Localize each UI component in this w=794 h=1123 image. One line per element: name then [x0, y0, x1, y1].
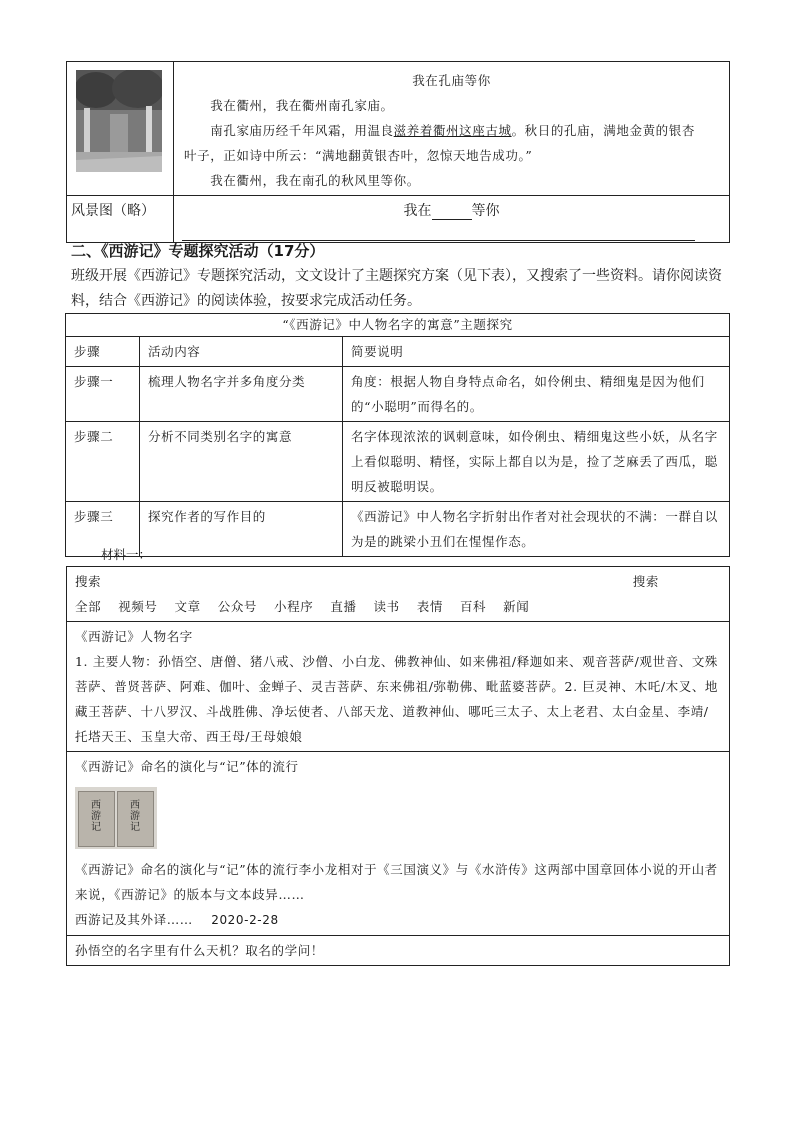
result-2-meta [75, 907, 721, 933]
row3-content: 探究作者的写作目的 [140, 502, 343, 557]
result-3[interactable] [67, 936, 730, 966]
research-table-title: “《西游记》中人物名字的寓意”主题探究 [66, 314, 730, 337]
poem-table [66, 61, 730, 243]
row1-note: 角度：根据人物自身特点命名，如伶俐虫、精细鬼是因为他们的“小聪明”而得名的。 [343, 367, 730, 422]
poem-title: 我在孔庙等你 [412, 73, 491, 88]
result-2-title[interactable]: 《西游记》命名的演化与“记”体的流行 [75, 759, 299, 774]
table-row [66, 367, 730, 422]
search-button[interactable]: 搜索 [632, 574, 659, 589]
poem-line-4: 我在衢州，我在南孔的秋风里等你。 [210, 173, 420, 188]
write-cell [174, 196, 730, 243]
section-heading: 二、《西游记》专题探究活动（17分） [71, 242, 325, 260]
tab-reading[interactable]: 读书 [373, 599, 400, 614]
tab-news[interactable]: 新闻 [503, 599, 530, 614]
answer-blank[interactable] [432, 205, 472, 220]
search-label: 搜索 [75, 574, 102, 589]
search-header-cell [67, 567, 730, 622]
header-note: 简要说明 [343, 337, 730, 367]
row1-step: 步骤一 [66, 367, 140, 422]
material-label: 材料一： [101, 547, 152, 562]
row2-content: 分析不同类别名字的寓意 [140, 422, 343, 502]
tab-encyclopedia[interactable]: 百科 [459, 599, 487, 614]
tab-video[interactable]: 视频号 [118, 599, 158, 614]
search-tabs [75, 594, 721, 619]
result-2[interactable] [67, 752, 730, 936]
header-content: 活动内容 [140, 337, 343, 367]
write-prompt [182, 200, 721, 220]
tab-mini-program[interactable]: 小程序 [274, 599, 314, 614]
result-2-date: 2020-2-28 [211, 913, 279, 927]
temple-photo-cell [67, 62, 174, 196]
book-cover-right [117, 791, 154, 847]
tab-live[interactable]: 直播 [330, 599, 357, 614]
poem-line-2-underlined: 滋养着衢州这座古城 [393, 123, 512, 138]
row2-note: 名字体现浓浓的讽刺意味，如伶俐虫、精细鬼这些小妖，从名字上看似聪明、精怪，实际上都自以为是，捡了芝麻丢了西瓜，聪明反被聪明误。 [343, 422, 730, 502]
temple-photo [76, 70, 162, 172]
result-1-title[interactable]: 《西游记》人物名字 [75, 629, 193, 644]
result-3-title[interactable]: 孙悟空的名字里有什么天机？取名的学问！ [75, 943, 324, 958]
book-cover-left [78, 791, 115, 847]
result-2-body: 《西游记》命名的演化与“记”体的流行李小龙相对于《三国演义》与《水浒传》这两部中国章回体小说的开山者来说，《西游记》的版本与文本歧异…… [75, 862, 718, 902]
poem-line-2b: 。秋日的孔庙，满地金黄的银杏 [511, 123, 695, 138]
result-1-body: 1. 主要人物：孙悟空、唐僧、猪八戒、沙僧、小白龙、佛教神仙、如来佛祖/释迦如来、观音菩萨/观世音、文殊菩萨、普贤菩萨、阿难、伽叶、金蝉子、灵吉菩萨、东来佛祖/弥勒佛、毗蓝婆菩萨。2. 巨灵神、木吒/木叉、地藏王菩萨、十八罗汉、斗战胜佛、净坛使者、八部天龙、道教神仙、哪吒三太子、太上老君、太白金星、李靖/托塔天王、玉皇大帝、西王母/王母娘娘 [75, 654, 719, 744]
write-prefix: 我在 [403, 203, 432, 219]
book-title-right: 西游记 [130, 800, 141, 833]
temple-photo-image [76, 70, 162, 172]
row1-content: 梳理人物名字并多角度分类 [140, 367, 343, 422]
row3-note: 《西游记》中人物名字折射出作者对社会现状的不满：一群自以为是的跳梁小丑们在惺惺作态。 [343, 502, 730, 557]
section-intro: 班级开展《西游记》专题探究活动，文文设计了主题探究方案（见下表），又搜索了一些资料。请你阅读资料，结合《西游记》的阅读体验，按要求完成活动任务。 [71, 268, 722, 309]
scene-label: 风景图（略） [67, 196, 174, 243]
tab-official-account[interactable]: 公众号 [217, 599, 258, 614]
result-2-source: 西游记及其外译…… [75, 912, 193, 927]
poem-line-1: 我在衢州，我在衢州南孔家庙。 [210, 98, 394, 113]
row3-step: 步骤三 [66, 502, 140, 557]
header-step: 步骤 [66, 337, 140, 367]
tab-emoji[interactable]: 表情 [416, 599, 443, 614]
answer-line[interactable] [182, 226, 695, 241]
book-title-left: 西游记 [91, 800, 102, 833]
poem-line-2 [184, 118, 719, 143]
write-suffix: 等你 [471, 203, 500, 219]
table-row [66, 422, 730, 502]
search-bar [75, 569, 721, 594]
table-row [66, 502, 730, 557]
tab-article[interactable]: 文章 [174, 599, 201, 614]
result-1[interactable] [67, 622, 730, 752]
research-table [65, 313, 730, 557]
tab-all[interactable]: 全部 [75, 599, 102, 614]
book-cover-image [75, 787, 157, 849]
row2-step: 步骤二 [66, 422, 140, 502]
poem-line-3: 叶子，正如诗中所云：“满地翻黄银杏叶，忽惊天地告成功。” [184, 148, 533, 163]
research-header-row [66, 337, 730, 367]
poem-text-cell [174, 62, 730, 196]
search-results [66, 566, 730, 966]
poem-line-2a: 南孔家庙历经千年风霜，用温良 [210, 123, 394, 138]
